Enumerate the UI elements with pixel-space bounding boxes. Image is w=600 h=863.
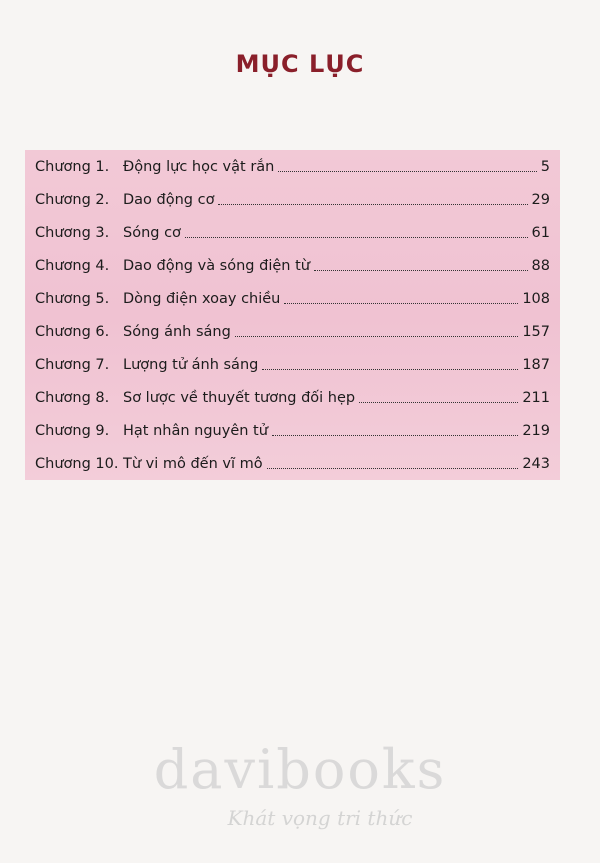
toc-dot-leader <box>314 270 528 271</box>
toc-row-6[interactable] <box>35 315 550 348</box>
toc-row-3[interactable] <box>35 216 550 249</box>
toc-page-number: 5 <box>540 158 550 175</box>
toc-row-9[interactable] <box>35 414 550 447</box>
watermark-tagline: Khát vọng tri thức <box>227 806 413 830</box>
toc-chapter-number: Chương 4. <box>35 257 110 274</box>
toc-row-1[interactable] <box>35 150 550 183</box>
toc-dot-leader <box>235 336 519 337</box>
toc-chapter-title: Từ vi mô đến vĩ mô <box>123 455 263 472</box>
toc-page-number: 157 <box>522 323 550 340</box>
watermark-brand: davibooks <box>153 738 447 801</box>
toc-page-number: 243 <box>522 455 550 472</box>
toc-chapter-number: Chương 6. <box>35 323 110 340</box>
toc-chapter-title: Lượng tử ánh sáng <box>123 356 259 373</box>
toc-chapter-number: Chương 10. <box>35 455 119 472</box>
toc-page-number: 61 <box>531 224 550 241</box>
toc-chapter-number: Chương 1. <box>35 158 110 175</box>
toc-chapter-title: Động lực học vật rắn <box>123 158 275 175</box>
toc-chapter-number: Chương 7. <box>35 356 110 373</box>
toc-chapter-number: Chương 8. <box>35 389 110 406</box>
toc-chapter-title: Hạt nhân nguyên tử <box>123 422 268 439</box>
toc-chapter-number: Chương 5. <box>35 290 110 307</box>
toc-page-number: 108 <box>522 290 550 307</box>
toc-chapter-title: Sóng ánh sáng <box>123 323 231 340</box>
toc-chapter-title: Sơ lược về thuyết tương đối hẹp <box>123 389 356 406</box>
toc-chapter-number: Chương 3. <box>35 224 110 241</box>
toc-dot-leader <box>278 171 536 172</box>
toc-page-number: 211 <box>522 389 550 406</box>
toc-row-2[interactable] <box>35 183 550 216</box>
toc-page-number: 29 <box>531 191 550 208</box>
toc-chapter-number: Chương 2. <box>35 191 110 208</box>
toc-row-4[interactable] <box>35 249 550 282</box>
toc-dot-leader <box>267 468 519 469</box>
toc-page-number: 187 <box>522 356 550 373</box>
toc-dot-leader <box>272 435 518 436</box>
page-title: MỤC LỤC <box>235 50 365 78</box>
toc-chapter-title: Sóng cơ <box>123 224 181 241</box>
toc-dot-leader <box>262 369 518 370</box>
toc-row-5[interactable] <box>35 282 550 315</box>
toc-chapter-title: Dao động cơ <box>123 191 215 208</box>
toc-dot-leader <box>284 303 518 304</box>
toc-dot-leader <box>359 402 518 403</box>
toc-row-10[interactable] <box>35 447 550 480</box>
toc-row-7[interactable] <box>35 348 550 381</box>
toc-row-8[interactable] <box>35 381 550 414</box>
table-of-contents <box>35 150 550 480</box>
toc-chapter-title: Dòng điện xoay chiều <box>123 290 281 307</box>
toc-page-number: 219 <box>522 422 550 439</box>
toc-chapter-title: Dao động và sóng điện từ <box>123 257 310 274</box>
toc-page-number: 88 <box>531 257 550 274</box>
toc-dot-leader <box>185 237 528 238</box>
toc-chapter-number: Chương 9. <box>35 422 110 439</box>
toc-dot-leader <box>218 204 527 205</box>
